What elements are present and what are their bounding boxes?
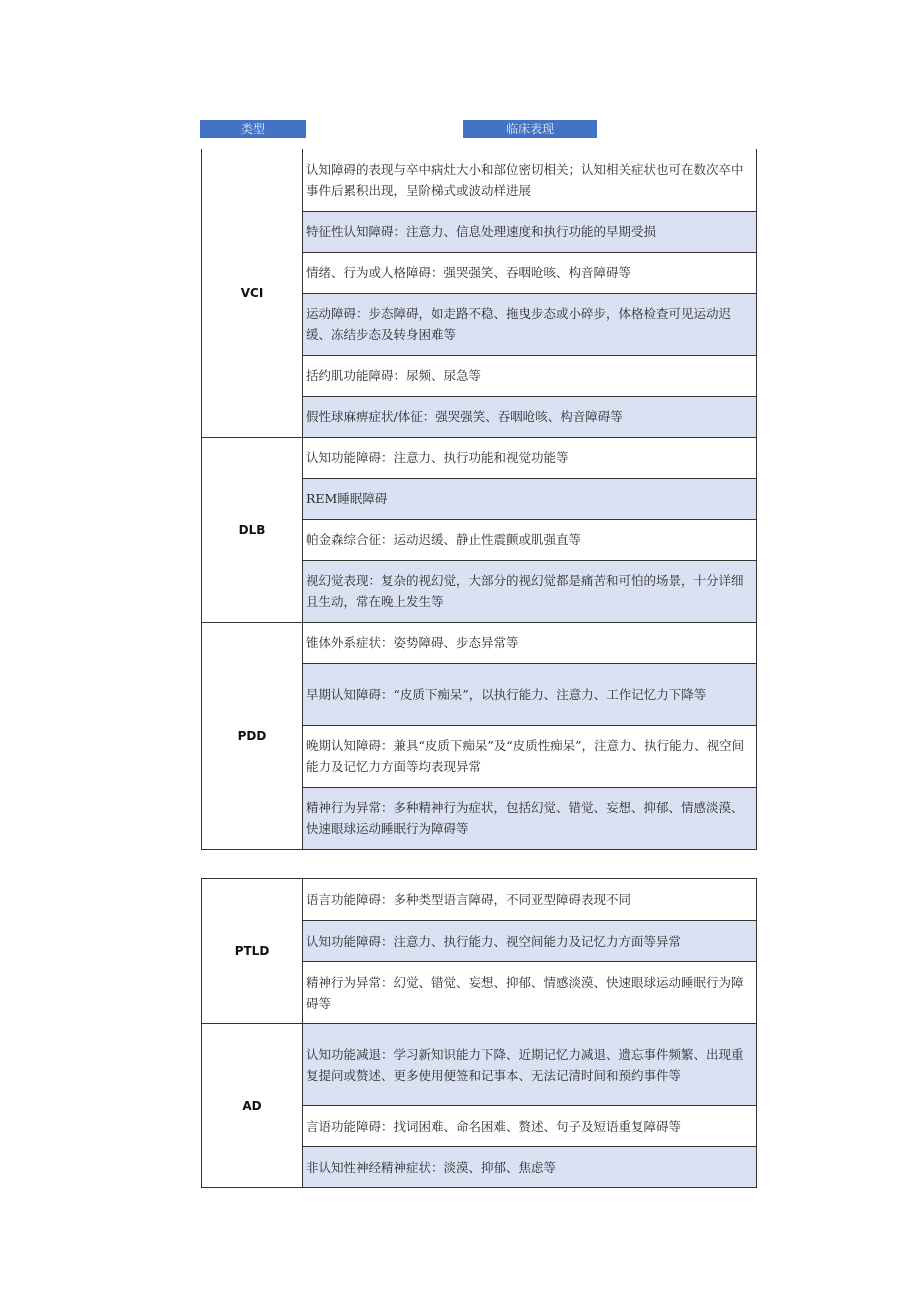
type-cell-pdd: PDD xyxy=(202,622,303,849)
description-cell: 认知功能减退：学习新知识能力下降、近期记忆力减退、遗忘事件频繁、出现重复提问或赘述、更多使用便签和记事本、无法记清时间和预约事件等 xyxy=(303,1024,757,1106)
description-cell: 情绪、行为或人格障碍：强哭强笑、吞咽呛咳、构音障碍等 xyxy=(303,252,757,293)
description-cell: 早期认知障碍：“皮质下痴呆”，以执行能力、注意力、工作记忆力下降等 xyxy=(303,663,757,725)
description-cell: 非认知性神经精神症状：淡漠、抑郁、焦虑等 xyxy=(303,1147,757,1188)
type-cell-dlb: DLB xyxy=(202,437,303,622)
description-cell: REM睡眠障碍 xyxy=(303,478,757,519)
description-cell: 锥体外系症状：姿势障碍、步态异常等 xyxy=(303,622,757,663)
clinical-table-2 xyxy=(201,878,757,1188)
type-cell-vci: VCI xyxy=(202,149,303,437)
description-cell: 晚期认知障碍：兼具“皮质下痴呆”及“皮质性痴呆”，注意力、执行能力、视空间能力及记忆力方面等均表现异常 xyxy=(303,725,757,787)
type-cell-ptld: PTLD xyxy=(202,879,303,1024)
clinical-table-1 xyxy=(201,149,757,850)
description-cell: 认知功能障碍：注意力、执行能力、视空间能力及记忆力方面等异常 xyxy=(303,921,757,962)
header-clinical: 临床表现 xyxy=(463,120,597,138)
description-cell: 认知功能障碍：注意力、执行功能和视觉功能等 xyxy=(303,437,757,478)
type-cell-ad: AD xyxy=(202,1024,303,1188)
header-type: 类型 xyxy=(200,120,306,138)
description-cell: 视幻觉表现：复杂的视幻觉，大部分的视幻觉都是痛苦和可怕的场景，十分详细且生动，常在晚上发生等 xyxy=(303,560,757,622)
description-cell: 精神行为异常：幻觉、错觉、妄想、抑郁、情感淡漠、快速眼球运动睡眠行为障碍等 xyxy=(303,962,757,1024)
description-cell: 括约肌功能障碍：尿频、尿急等 xyxy=(303,355,757,396)
description-cell: 精神行为异常：多种精神行为症状，包括幻觉、错觉、妄想、抑郁、情感淡漠、快速眼球运动睡眠行为障碍等 xyxy=(303,787,757,849)
description-cell: 帕金森综合征：运动迟缓、静止性震颤或肌强直等 xyxy=(303,519,757,560)
description-cell: 运动障碍：步态障碍，如走路不稳、拖曳步态或小碎步，体格检查可见运动迟缓、冻结步态及转身困难等 xyxy=(303,293,757,355)
description-cell: 假性球麻痹症状/体征：强哭强笑、吞咽呛咳、构音障碍等 xyxy=(303,396,757,437)
description-cell: 言语功能障碍：找词困难、命名困难、赘述、句子及短语重复障碍等 xyxy=(303,1106,757,1147)
description-cell: 语言功能障碍：多种类型语言障碍，不同亚型障碍表现不同 xyxy=(303,879,757,921)
description-cell: 认知障碍的表现与卒中病灶大小和部位密切相关；认知相关症状也可在数次卒中事件后累积出现，呈阶梯式或波动样进展 xyxy=(303,149,757,211)
description-cell: 特征性认知障碍：注意力、信息处理速度和执行功能的早期受损 xyxy=(303,211,757,252)
